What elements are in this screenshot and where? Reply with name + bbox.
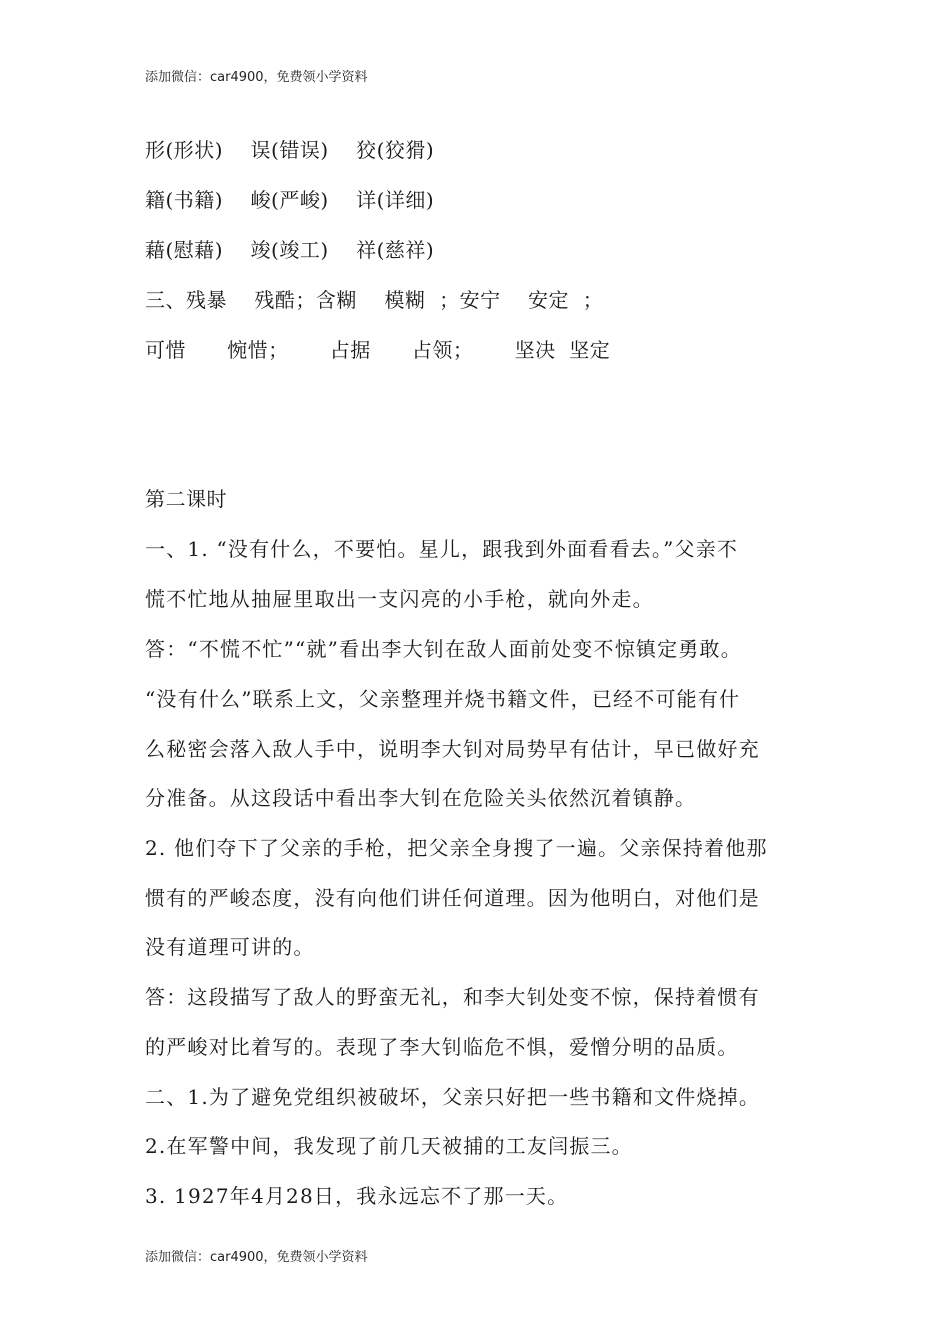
section-title: 第二课时 — [145, 487, 227, 511]
vocab-line-1: 形(形状) 误(错误) 狡(狡猾) — [145, 138, 435, 162]
vocab-line-2: 籍(书籍) 峻(严峻) 详(详细) — [145, 188, 435, 212]
paragraph-line: 慌不忙地从抽屉里取出一支闪亮的小手枪，就向外走。 — [145, 587, 654, 611]
vocab-line-4: 三、残暴 残酷；含糊 模糊 ；安宁 安定 ； — [145, 288, 604, 312]
paragraph-line: 3. 1927年4月28日，我永远忘不了那一天。 — [145, 1184, 569, 1208]
paragraph-line: 没有道理可讲的。 — [145, 935, 315, 959]
paragraph-line: 一、1. “没有什么，不要怕。星儿，跟我到外面看看去。”父亲不 — [145, 537, 739, 561]
paragraph-line: 2.在军警中间，我发现了前几天被捕的工友闫振三。 — [145, 1134, 633, 1158]
paragraph-line: “没有什么”联系上文，父亲整理并烧书籍文件，已经不可能有什 — [145, 687, 741, 711]
paragraph-line: 惯有的严峻态度，没有向他们讲任何道理。因为他明白，对他们是 — [145, 886, 760, 910]
page-header-watermark: 添加微信：car4900，免费领小学资料 — [145, 70, 368, 85]
vocab-line-3: 藉(慰藉) 竣(竣工) 祥(慈祥) — [145, 238, 435, 262]
paragraph-line: 的严峻对比着写的。表现了李大钊临危不惧，爱憎分明的品质。 — [145, 1035, 739, 1059]
paragraph-line: 2. 他们夺下了父亲的手枪，把父亲全身搜了一遍。父亲保持着他那 — [145, 836, 768, 860]
paragraph-line: 答：“不慌不忙”“就”看出李大钊在敌人面前处变不惊镇定勇敢。 — [145, 637, 742, 661]
paragraph-line: 分准备。从这段话中看出李大钊在危险关头依然沉着镇静。 — [145, 786, 697, 810]
vocab-line-5: 可惜 惋惜； 占据 占领； 坚决 坚定 — [145, 338, 611, 362]
paragraph-line: 么秘密会落入敌人手中，说明李大钊对局势早有估计，早已做好充 — [145, 737, 760, 761]
paragraph-line: 二、1.为了避免党组织被破坏，父亲只好把一些书籍和文件烧掉。 — [145, 1085, 761, 1109]
paragraph-line: 答：这段描写了敌人的野蛮无礼，和李大钊处变不惊，保持着惯有 — [145, 985, 760, 1009]
page-footer-watermark: 添加微信：car4900，免费领小学资料 — [145, 1250, 368, 1265]
